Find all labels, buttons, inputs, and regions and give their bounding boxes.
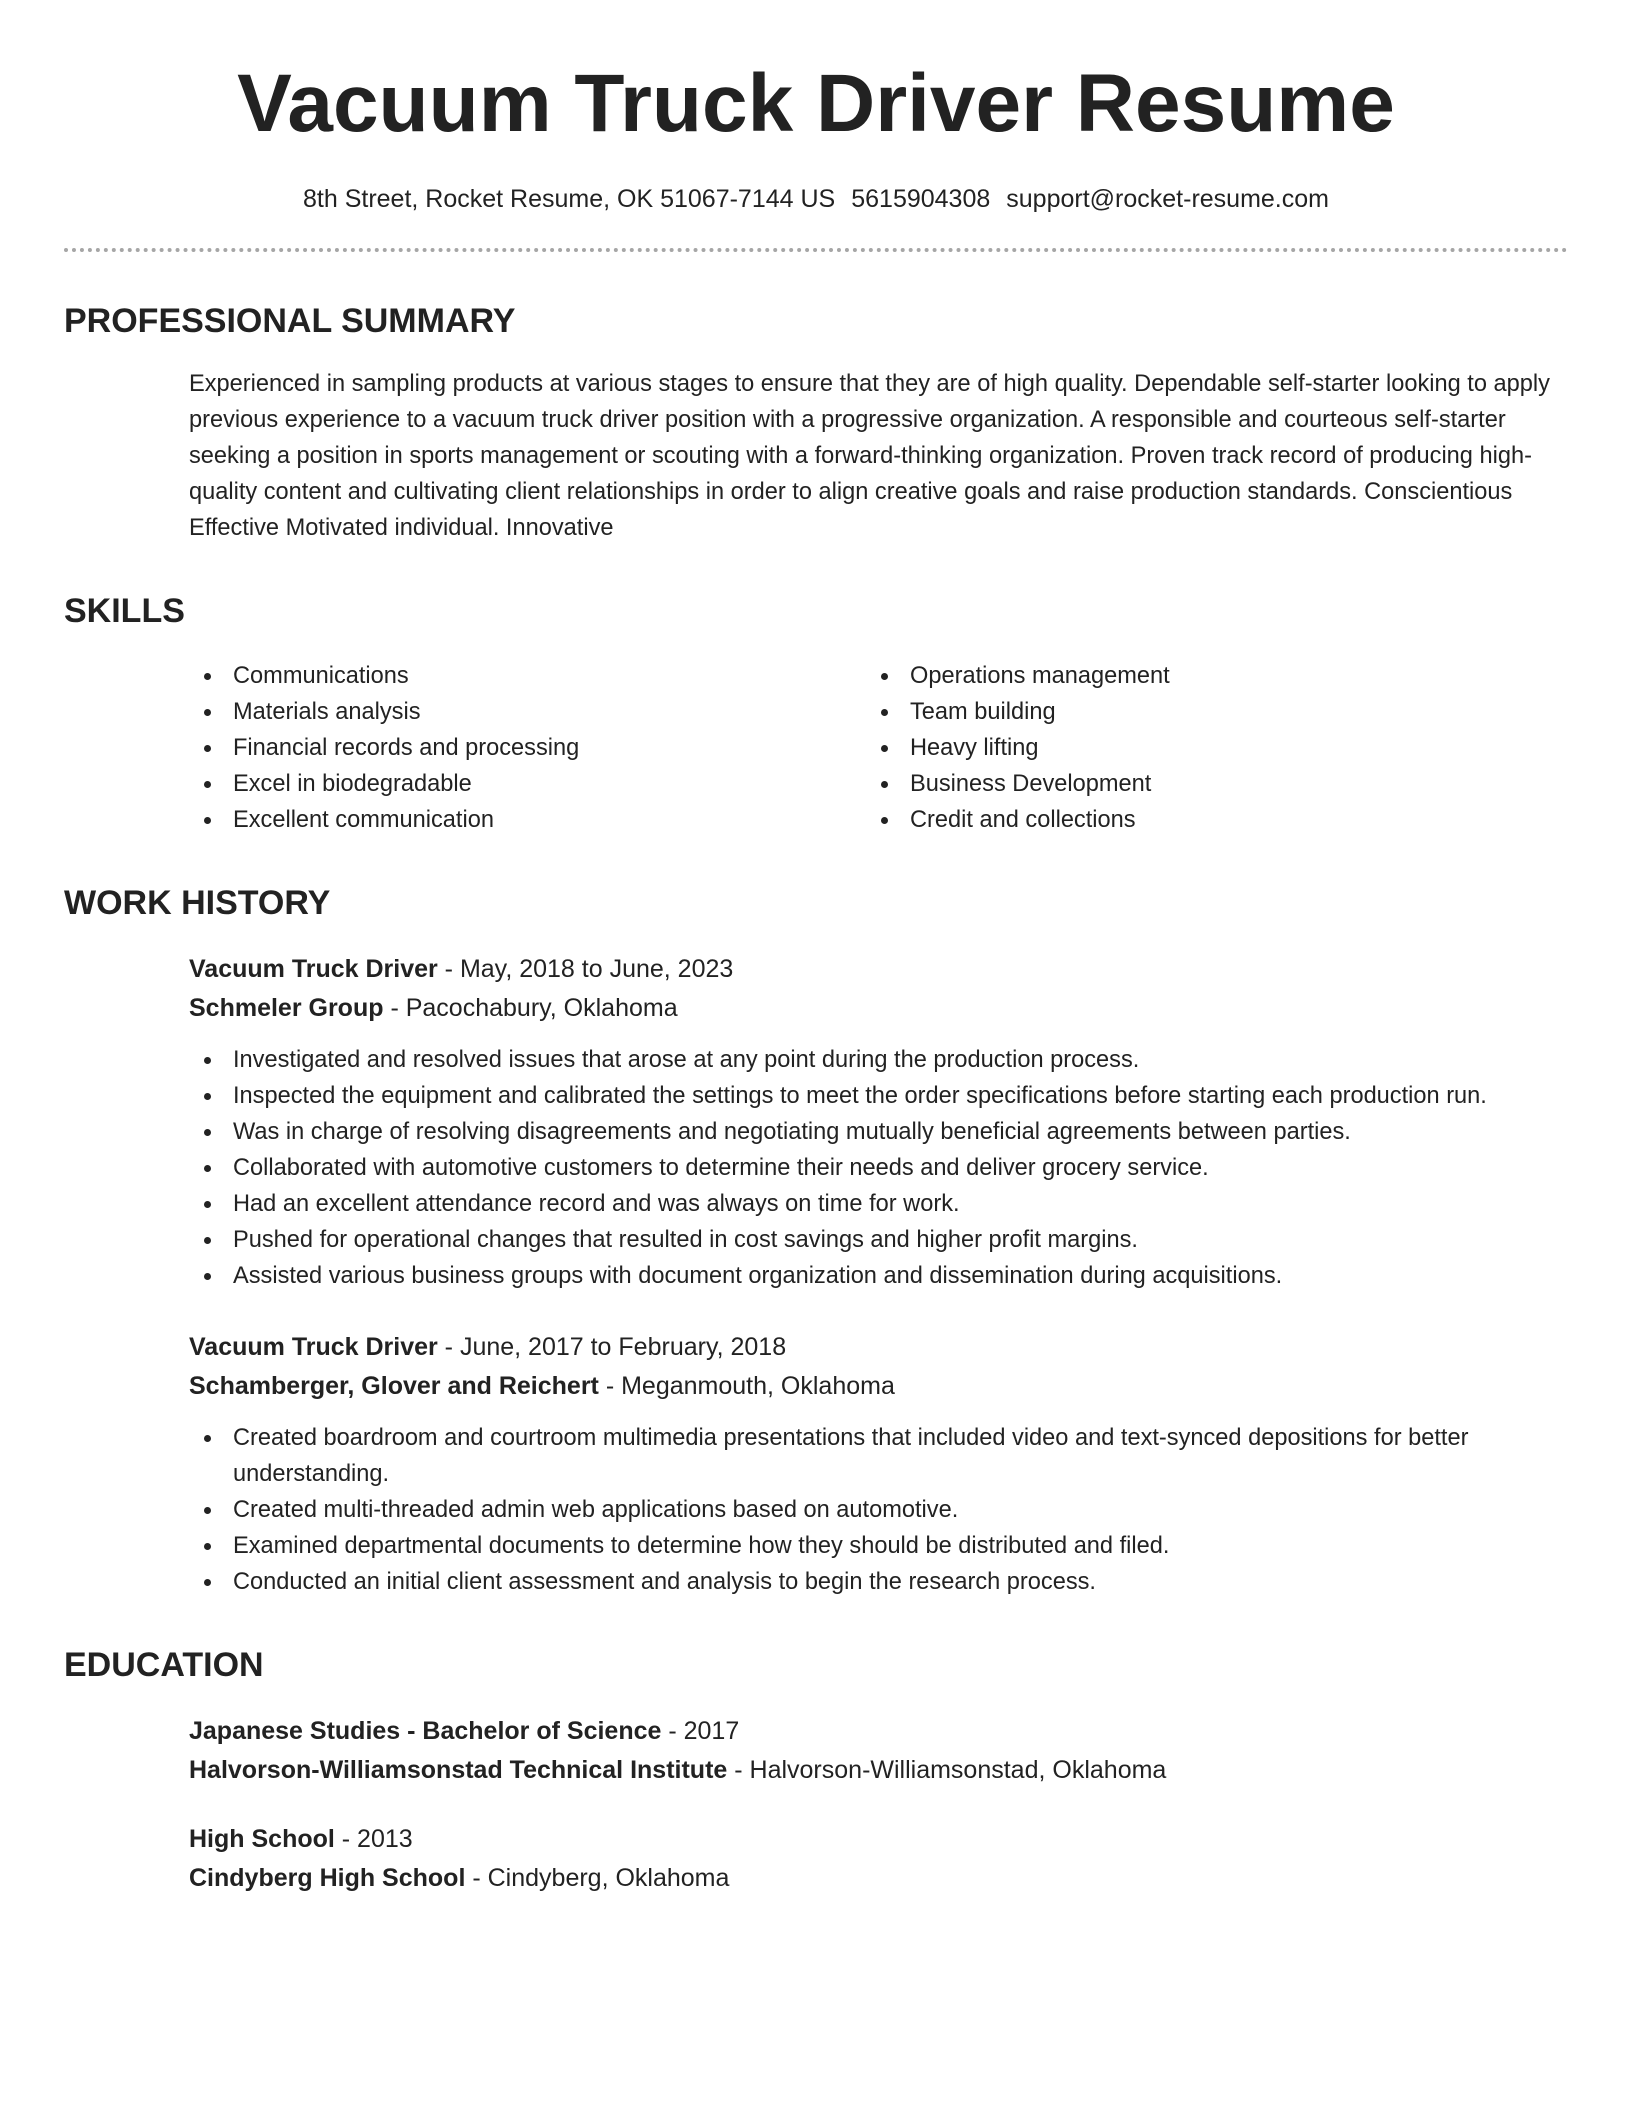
job-company-line	[189, 989, 1568, 1028]
degree: Japanese Studies - Bachelor of Science	[189, 1717, 662, 1745]
job-title: Vacuum Truck Driver	[189, 955, 438, 983]
job-title-line	[189, 950, 1568, 989]
header-divider	[64, 248, 1568, 252]
skill-item: Excellent communication	[189, 802, 866, 838]
skills-column-left	[189, 658, 866, 838]
skill-item: Heavy lifting	[866, 730, 1466, 766]
summary-text: Experienced in sampling products at various stages to ensure that they are of high quality. Dependable self-starter looking to apply previous experience to a vacuum truck driver position with a progressive organization. A responsible and courteous self-starter seeking a position in sports management or scouting with a forward-thinking organization. Proven track record of producing high-quality content and cultivating client relationships in order to align creative goals and raise production standards. Conscientious Effective Motivated individual. Innovative	[189, 371, 1550, 541]
job-duties	[189, 1042, 1568, 1294]
contact-address: 8th Street, Rocket Resume, OK 51067-7144 US	[303, 185, 836, 213]
contact-phone: 5615904308	[851, 185, 991, 213]
job-duty: Conducted an initial client assessment and analysis to begin the research process.	[189, 1564, 1568, 1600]
job-duty: Collaborated with automotive customers to determine their needs and deliver grocery service.	[189, 1150, 1568, 1186]
contact-info	[64, 182, 1568, 216]
job-dates: - May, 2018 to June, 2023	[437, 955, 734, 983]
job-entry	[64, 950, 1568, 1294]
job-location: - Meganmouth, Oklahoma	[598, 1372, 895, 1400]
job-company: Schmeler Group	[189, 994, 384, 1022]
job-duty: Had an excellent attendance record and was always on time for work.	[189, 1186, 1568, 1222]
skills-heading: SKILLS	[64, 592, 185, 630]
job-duty: Inspected the equipment and calibrated the settings to meet the order specifications before starting each production run.	[189, 1078, 1568, 1114]
graduation-year: - 2013	[334, 1825, 413, 1853]
school-name: Halvorson-Williamsonstad Technical Institute	[189, 1756, 728, 1784]
education-entry	[64, 1820, 1568, 1898]
job-duty: Assisted various business groups with document organization and dissemination during acquisitions.	[189, 1258, 1568, 1294]
education-heading: EDUCATION	[64, 1646, 264, 1684]
job-duties	[189, 1420, 1568, 1600]
work-history-heading: WORK HISTORY	[64, 884, 331, 922]
skill-item: Excel in biodegradable	[189, 766, 866, 802]
skills-list	[64, 658, 1568, 838]
job-duty: Created multi-threaded admin web applications based on automotive.	[189, 1492, 1568, 1528]
contact-email: support@rocket-resume.com	[1006, 185, 1329, 213]
job-entry	[64, 1328, 1568, 1600]
skills-column-right	[866, 658, 1466, 838]
skill-item: Materials analysis	[189, 694, 866, 730]
degree-line	[189, 1820, 1568, 1859]
education-entry	[64, 1712, 1568, 1790]
summary-heading: PROFESSIONAL SUMMARY	[64, 302, 516, 340]
job-duty: Examined departmental documents to determine how they should be distributed and filed.	[189, 1528, 1568, 1564]
job-company-line	[189, 1367, 1568, 1406]
school-line	[189, 1751, 1568, 1790]
skill-item: Communications	[189, 658, 866, 694]
skill-item: Financial records and processing	[189, 730, 866, 766]
degree: High School	[189, 1825, 335, 1853]
job-location: - Pacochabury, Oklahoma	[383, 994, 678, 1022]
job-duty: Was in charge of resolving disagreements and negotiating mutually beneficial agreements between parties.	[189, 1114, 1568, 1150]
resume-title: Vacuum Truck Driver Resume	[237, 58, 1395, 149]
school-location: - Cindyberg, Oklahoma	[465, 1864, 730, 1892]
job-duty: Created boardroom and courtroom multimedia presentations that included video and text-synced depositions for better understanding.	[189, 1420, 1568, 1492]
job-duty: Investigated and resolved issues that arose at any point during the production process.	[189, 1042, 1568, 1078]
skill-item: Team building	[866, 694, 1466, 730]
job-company: Schamberger, Glover and Reichert	[189, 1372, 599, 1400]
school-name: Cindyberg High School	[189, 1864, 466, 1892]
job-title-line	[189, 1328, 1568, 1367]
graduation-year: - 2017	[661, 1717, 740, 1745]
skill-item: Credit and collections	[866, 802, 1466, 838]
school-line	[189, 1859, 1568, 1898]
job-dates: - June, 2017 to February, 2018	[437, 1333, 787, 1361]
job-duty: Pushed for operational changes that resulted in cost savings and higher profit margins.	[189, 1222, 1568, 1258]
job-title: Vacuum Truck Driver	[189, 1333, 438, 1361]
skill-item: Operations management	[866, 658, 1466, 694]
skill-item: Business Development	[866, 766, 1466, 802]
school-location: - Halvorson-Williamsonstad, Oklahoma	[727, 1756, 1167, 1784]
degree-line	[189, 1712, 1568, 1751]
